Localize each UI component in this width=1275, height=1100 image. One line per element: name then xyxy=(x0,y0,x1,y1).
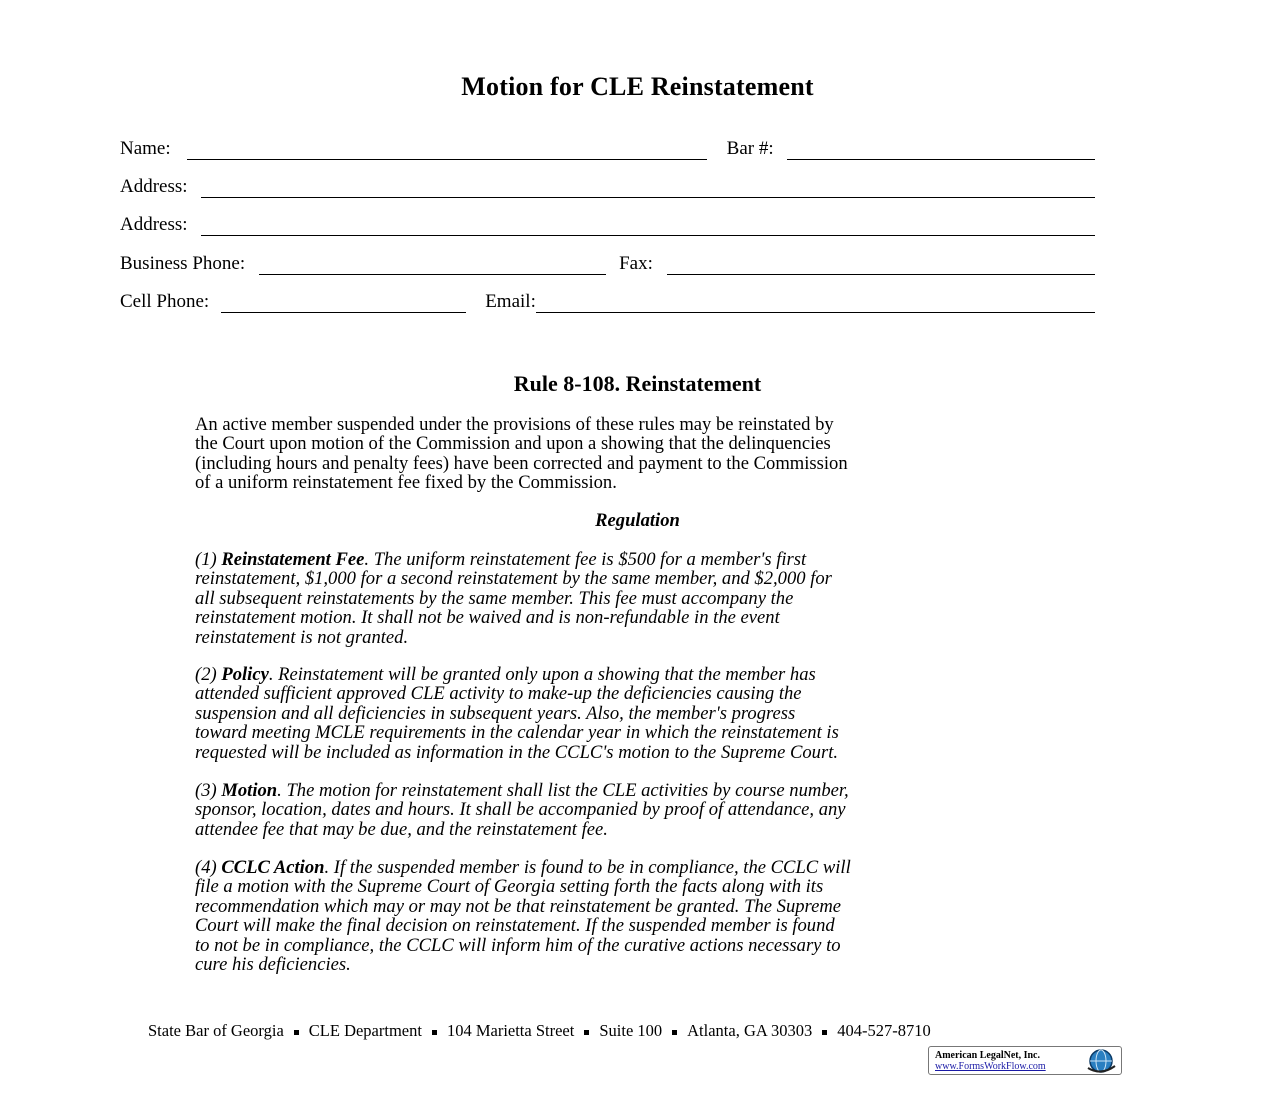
bar-number-field[interactable] xyxy=(787,158,1095,160)
regulation-item-1 xyxy=(195,550,1085,647)
item-term: Motion xyxy=(221,780,278,801)
footer-phone: 404-527-8710 xyxy=(837,1021,931,1040)
item-number: (2) xyxy=(195,664,222,685)
rule-body-line: of a uniform reinstatement fee fixed by the Commission. xyxy=(195,472,617,494)
item-line: attended sufficient approved CLE activity to make-up the deficiencies causing the xyxy=(195,683,802,705)
separator-bullet xyxy=(672,1030,677,1035)
separator-bullet xyxy=(584,1030,589,1035)
separator-bullet xyxy=(294,1030,299,1035)
logo-url[interactable]: www.FormsWorkFlow.com xyxy=(935,1061,1046,1072)
rule-body xyxy=(195,415,1085,493)
rule-title: Rule 8-108. Reinstatement xyxy=(513,371,762,396)
item-term: Policy xyxy=(221,664,269,685)
item-term: CCLC Action xyxy=(221,857,325,878)
item-line: toward meeting MCLE requirements in the calendar year in which the reinstatement is xyxy=(195,722,839,744)
item-line: file a motion with the Supreme Court of Georgia setting forth the facts along with its xyxy=(195,876,824,898)
name-label: Name: xyxy=(120,138,171,159)
footer-city: Atlanta, GA 30303 xyxy=(687,1021,813,1040)
bar-number-label: Bar #: xyxy=(726,138,774,159)
item-line: recommendation which may or may not be that reinstatement be granted. The Supreme xyxy=(195,895,842,917)
address1-label: Address: xyxy=(120,176,188,197)
cell-email-row xyxy=(120,289,1095,313)
globe-icon xyxy=(1084,1048,1118,1074)
item-text: . The motion for reinstatement shall list the CLE activities by course number, xyxy=(277,780,849,801)
item-line: suspension and all deficiencies in subsequent years. Also, the member's progress xyxy=(195,702,796,724)
item-line: reinstatement motion. It shall not be waived and is non-refundable in the event xyxy=(195,607,780,629)
item-number: (3) xyxy=(195,780,222,801)
cell-phone-label: Cell Phone: xyxy=(120,291,210,312)
american-legalnet-logo[interactable] xyxy=(928,1046,1122,1075)
item-number: (1) xyxy=(195,549,222,570)
address2-label: Address: xyxy=(120,214,188,235)
item-line: all subsequent reinstatements by the same member. This fee must accompany the xyxy=(195,587,794,609)
regulation-heading: Regulation xyxy=(595,510,680,531)
regulation-item-4 xyxy=(195,858,1085,974)
item-line: reinstatement is not granted. xyxy=(195,626,409,648)
item-text: . Reinstatement will be granted only upon a showing that the member has xyxy=(268,664,816,685)
item-text: . The uniform reinstatement fee is $500 for a member's first xyxy=(364,549,807,570)
item-text: . If the suspended member is found to be in compliance, the CCLC will xyxy=(324,857,851,878)
item-term: Reinstatement Fee xyxy=(221,549,365,570)
item-number: (4) xyxy=(195,857,222,878)
name-field[interactable] xyxy=(187,158,707,160)
item-line: sponsor, location, dates and hours. It shall be accompanied by proof of attendance, any xyxy=(195,799,846,821)
cell-phone-field[interactable] xyxy=(221,311,466,313)
fax-label: Fax: xyxy=(619,253,653,274)
address1-field[interactable] xyxy=(201,196,1095,198)
business-phone-field[interactable] xyxy=(259,273,606,275)
email-field[interactable] xyxy=(536,311,1095,313)
name-row xyxy=(120,136,1095,160)
form-title: Motion for CLE Reinstatement xyxy=(461,72,814,101)
item-line: to not be in compliance, the CCLC will inform him of the curative actions necessary to xyxy=(195,934,841,956)
address1-row xyxy=(120,174,1095,198)
regulation-item-2 xyxy=(195,665,1085,762)
item-line: cure his deficiencies. xyxy=(195,953,351,975)
footer-dept: CLE Department xyxy=(308,1021,422,1040)
item-line: Court will make the final decision on reinstatement. If the suspended member is found xyxy=(195,915,835,937)
item-line: reinstatement, $1,000 for a second reinstatement by the same member, and $2,000 for xyxy=(195,568,832,590)
rule-body-line: (including hours and penalty fees) have been corrected and payment to the Commission xyxy=(195,452,848,474)
address2-field[interactable] xyxy=(201,234,1095,236)
business-phone-label: Business Phone: xyxy=(120,253,246,274)
rule-body-line: An active member suspended under the provisions of these rules may be reinstated by xyxy=(195,414,834,435)
address2-row xyxy=(120,212,1095,236)
regulation-item-3 xyxy=(195,781,1085,839)
footer-address xyxy=(148,1021,931,1041)
footer-suite: Suite 100 xyxy=(599,1021,663,1040)
item-line: requested will be included as information in the CCLC's motion to the Supreme Court. xyxy=(195,741,839,763)
footer-org: State Bar of Georgia xyxy=(148,1021,284,1040)
phone-row xyxy=(120,251,1095,275)
logo-company: American LegalNet, Inc. xyxy=(935,1050,1040,1061)
item-line: attendee fee that may be due, and the reinstatement fee. xyxy=(195,818,608,840)
rule-body-line: the Court upon motion of the Commission and upon a showing that the delinquencies xyxy=(195,433,831,455)
separator-bullet xyxy=(822,1030,827,1035)
footer-street: 104 Marietta Street xyxy=(446,1021,575,1040)
fax-field[interactable] xyxy=(667,273,1095,275)
email-label: Email: xyxy=(485,291,536,312)
separator-bullet xyxy=(432,1030,437,1035)
